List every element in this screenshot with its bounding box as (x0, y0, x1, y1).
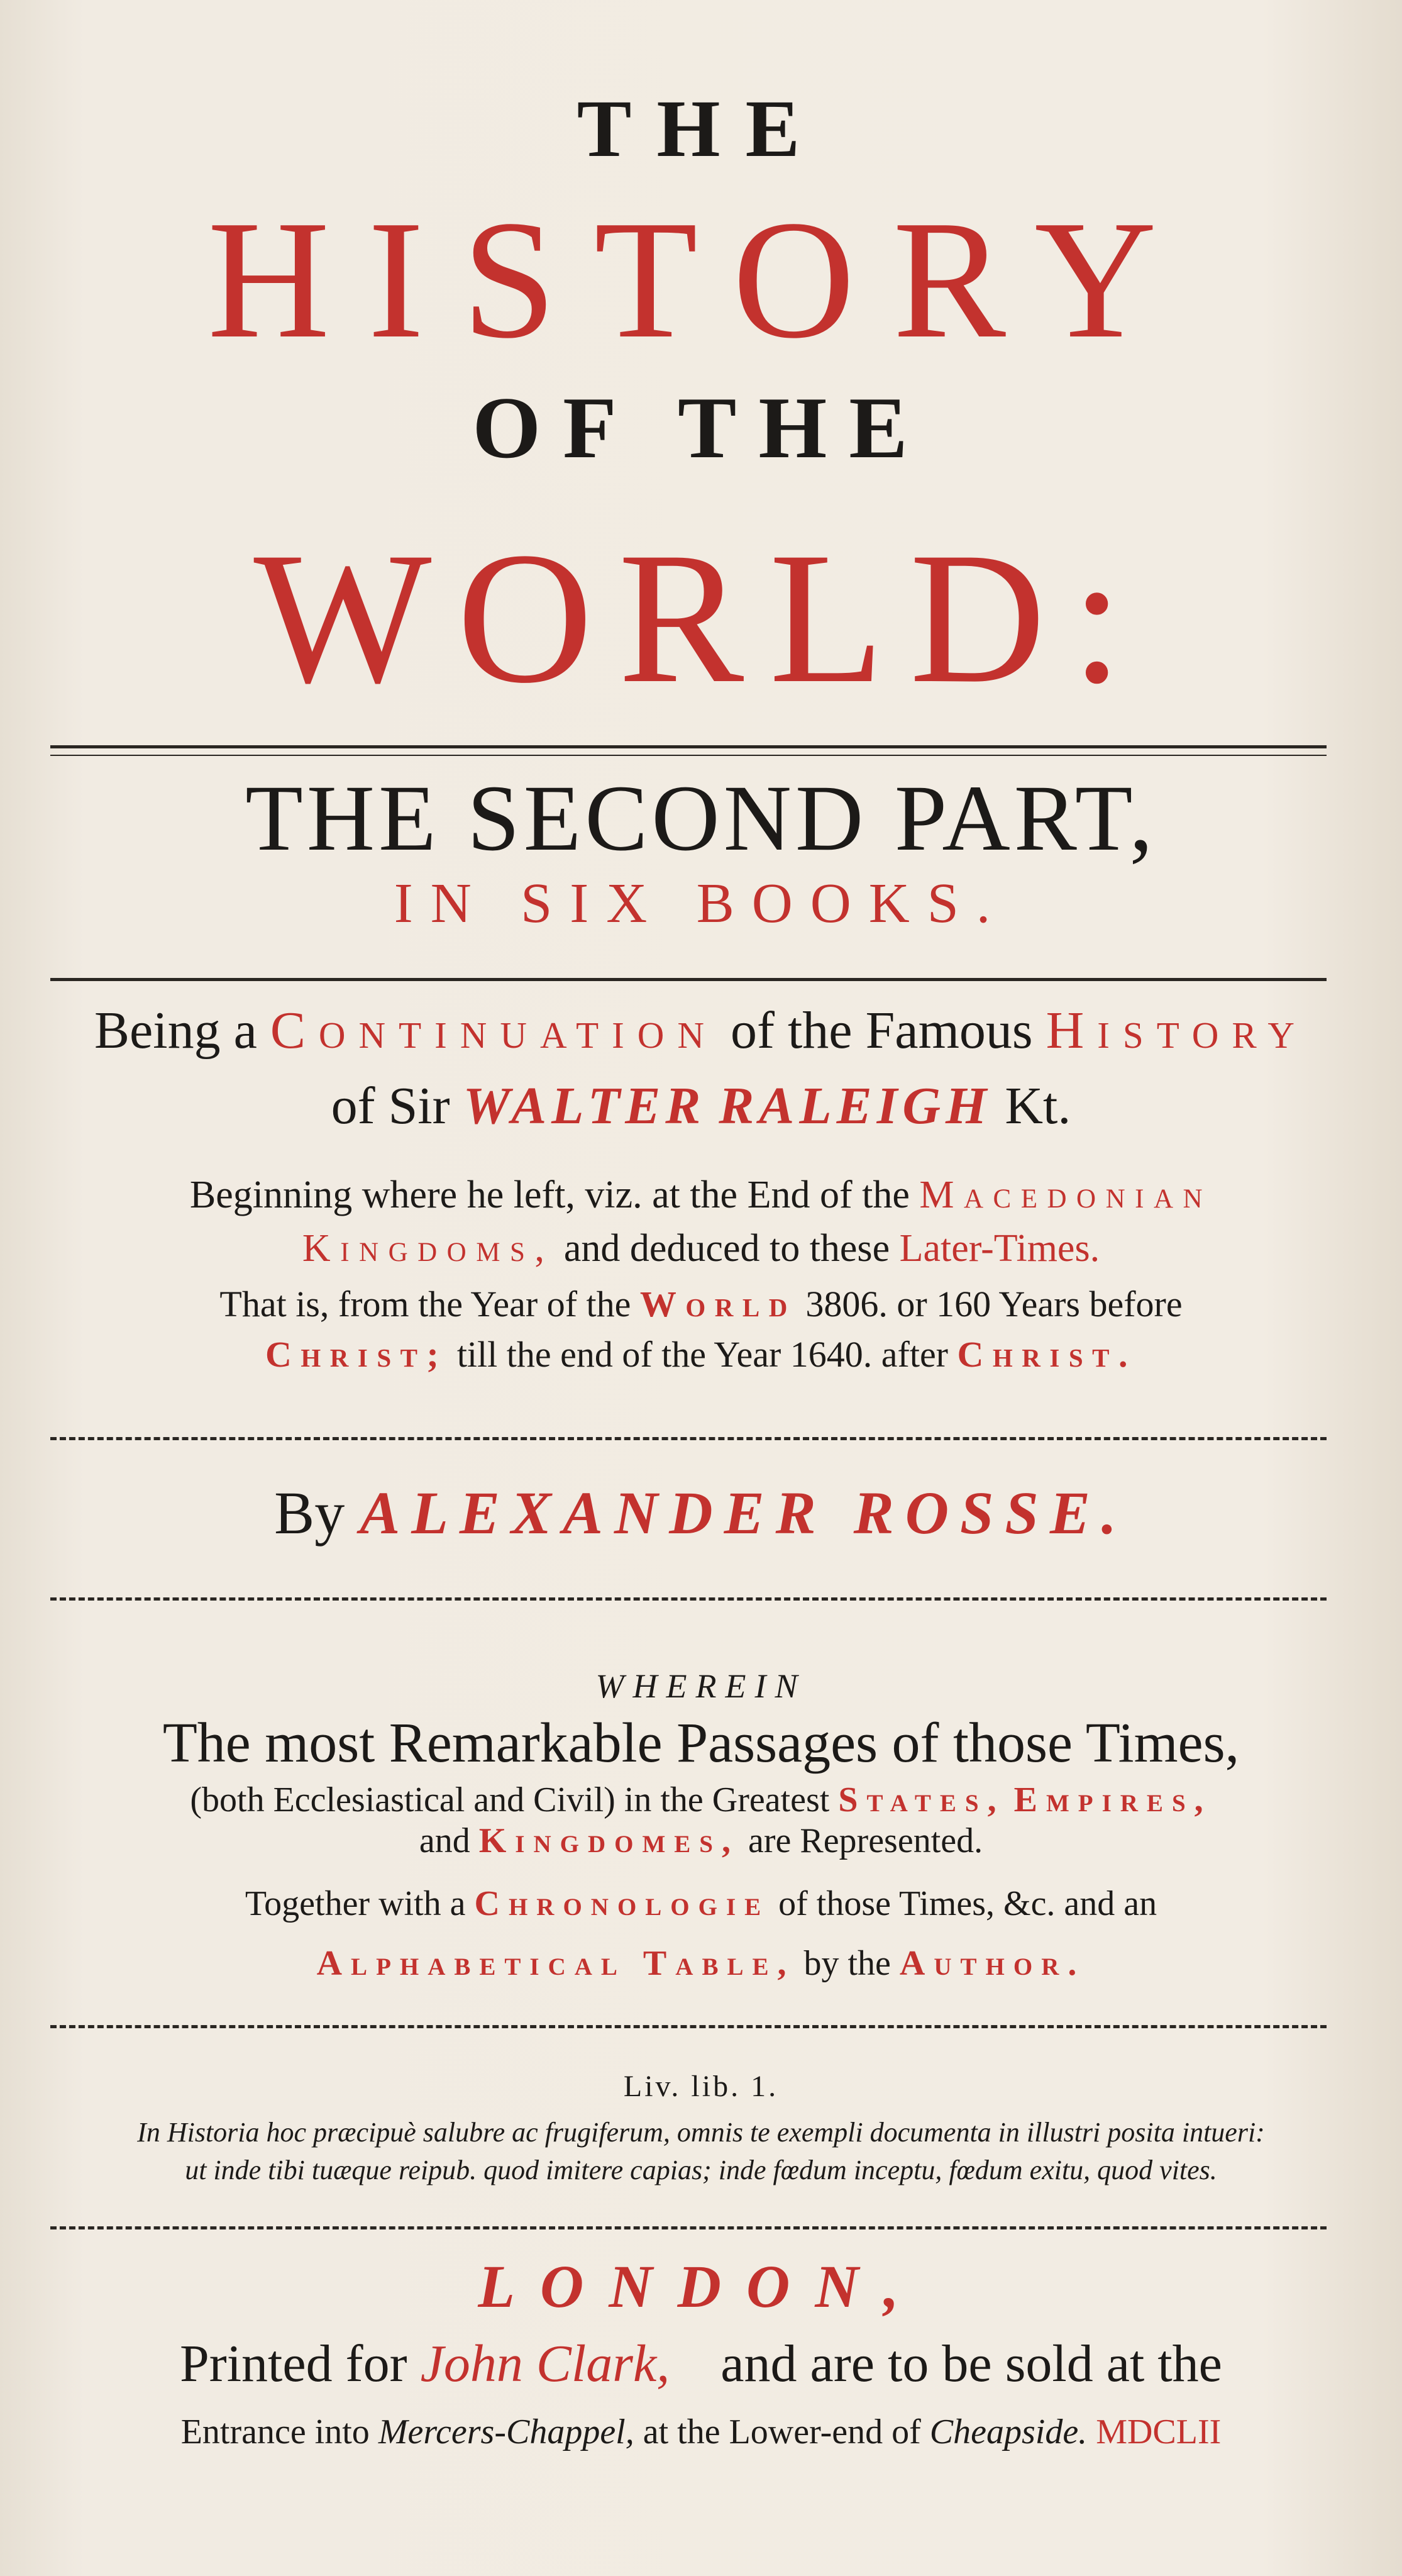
epigraph-line-2: ut inde tibi tuæque reipub. quod imitere capias; inde fœdum inceptu, fœdum exitu, quod vites. (185, 2155, 1217, 2185)
chronologie-text: Chronologie (474, 1884, 770, 1923)
imprint-entrance-line (0, 2412, 1402, 2452)
beginning-line-2 (0, 1226, 1402, 1271)
till-end-text: till the end of the Year 1640. after (456, 1334, 948, 1375)
raleigh-name: RALEIGH (719, 1077, 992, 1135)
world-text: World (639, 1284, 797, 1324)
together-text: Together with a (245, 1884, 466, 1923)
kingdomes-line (0, 1821, 1402, 1861)
wherein-heading: WHEREIN (595, 1667, 807, 1705)
states-text: States, (838, 1780, 1005, 1819)
christ-text-2: Christ. (957, 1334, 1137, 1375)
sold-text: and are to be sold at the (720, 2334, 1222, 2393)
subtitle-six-books: IN SIX BOOKS. (394, 872, 1008, 935)
title-history: HISTORY (207, 186, 1195, 374)
entrance-text: Entrance into (180, 2412, 370, 2451)
that-is-line-2 (0, 1333, 1402, 1375)
beginning-line-1 (0, 1173, 1402, 1218)
of-famous-text: of the Famous (731, 1001, 1033, 1060)
being-a-text: Being a (94, 1001, 257, 1060)
year-text: MDCLII (1096, 2412, 1222, 2451)
divider-rule (50, 1597, 1327, 1601)
both-line (0, 1780, 1402, 1820)
title-world: WORLD: (253, 513, 1149, 722)
author-text: Author. (899, 1944, 1086, 1983)
of-those-text: of those Times, &c. and an (778, 1884, 1157, 1923)
alphabetical-table-text: Alphabetical Table, (316, 1944, 795, 1983)
represented-text: are Represented. (748, 1821, 983, 1860)
that-is-text: That is, from the Year of the (219, 1284, 631, 1324)
by-the-text: by the (803, 1944, 891, 1983)
years-before-text: 3806. or 160 Years before (805, 1284, 1183, 1324)
kingdoms-text: Kingdoms, (302, 1227, 555, 1270)
deduced-text: and deduced to these (563, 1227, 890, 1270)
printed-for-text: Printed for (180, 2334, 407, 2393)
john-clark-text: John Clark, (420, 2334, 670, 2393)
imprint-london: LONDON, (478, 2253, 924, 2320)
later-times-text: Later-Times. (899, 1227, 1100, 1270)
mercers-text: Mercers-Chappel, (378, 2412, 634, 2451)
divider-rule (50, 755, 1327, 756)
title-the: THE (577, 84, 825, 174)
both-text: (both Ecclesiastical and Civil) in the Greatest (190, 1780, 830, 1819)
beginning-text: Beginning where he left, viz. at the End of the (189, 1174, 910, 1216)
cheapside-text: Cheapside. (929, 2412, 1088, 2451)
title-of-the: OF THE (472, 379, 930, 477)
author-name: ALEXANDER ROSSE. (360, 1479, 1128, 1546)
kt-text: Kt. (1005, 1077, 1071, 1135)
author-line (0, 1478, 1402, 1548)
epigraph-line-1: In Historia hoc præcipuè salubre ac frugiferum, omnis te exempli documenta in illustri posita intueri: (137, 2117, 1265, 2148)
divider-rule (50, 978, 1327, 981)
walter-name: WALTER (463, 1077, 706, 1135)
together-line (0, 1884, 1402, 1924)
epigraph-source: Liv. lib. 1. (623, 2070, 779, 2103)
imprint-printed-line (0, 2333, 1402, 2394)
subtitle-second-part: THE SECOND PART, (245, 766, 1157, 870)
that-is-line-1 (0, 1283, 1402, 1325)
divider-rule (50, 1437, 1327, 1440)
of-sir-text: of Sir (331, 1077, 450, 1135)
continuation-text: Continuation (270, 1001, 717, 1060)
lower-end-text: at the Lower-end of (643, 2412, 921, 2451)
macedonian-text: Macedonian (919, 1174, 1213, 1216)
divider-rule (50, 2025, 1327, 2028)
continuation-line-1 (0, 1000, 1402, 1061)
kingdomes-text: Kingdomes, (478, 1821, 739, 1860)
history-text: History (1046, 1001, 1308, 1060)
christ-text: Christ; (265, 1334, 448, 1375)
divider-rule (50, 745, 1327, 748)
continuation-line-2 (0, 1075, 1402, 1136)
by-text: By (274, 1479, 345, 1546)
empires-text: Empires, (1013, 1780, 1212, 1819)
divider-rule (50, 2226, 1327, 2229)
and-text: and (419, 1821, 470, 1860)
alphabetical-line (0, 1943, 1402, 1984)
most-remarkable-line: The most Remarkable Passages of those Times, (162, 1712, 1240, 1774)
